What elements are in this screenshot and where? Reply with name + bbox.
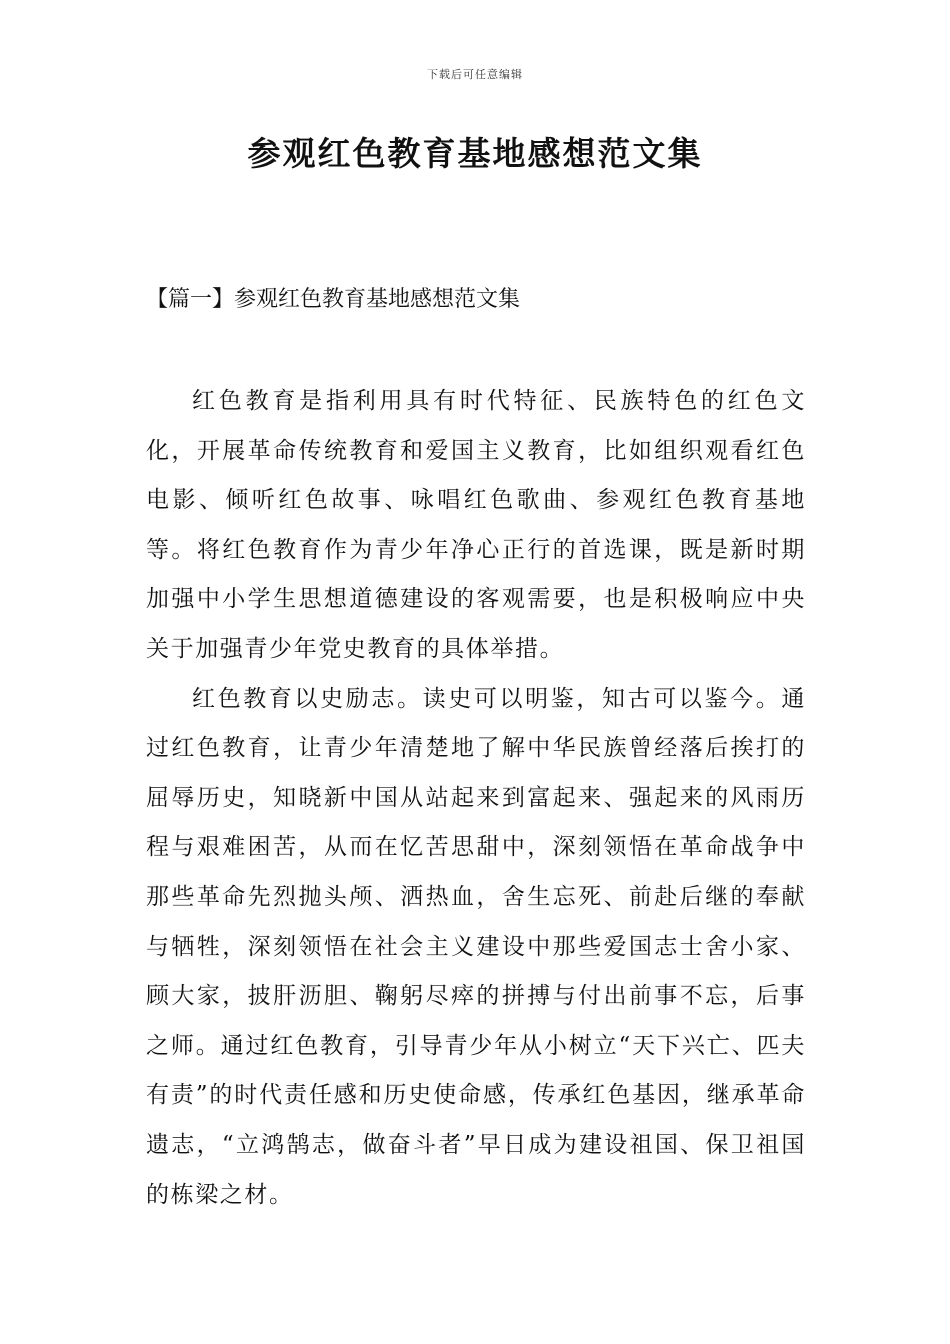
document-title: 参观红色教育基地感想范文集 — [247, 134, 703, 173]
section-heading: 【篇一】参观红色教育基地感想范文集 — [146, 287, 521, 312]
paragraph-1: 红色教育是指利用具有时代特征、民族特色的红色文化，开展革命传统教育和爱国主义教育，比如组织观看红色电影、倾听红色故事、咏唱红色歌曲、参观红色教育基地等。将红色教育作为青少年净心正行的首选课，既是新时期加强中小学生思想道德建设的客观需要，也是积极响应中央关于加强青少年党史教育的具体举措。 — [146, 388, 806, 662]
paragraph-2: 红色教育以史励志。读史可以明鉴，知古可以鉴今。通过红色教育，让青少年清楚地了解中华民族曾经落后挨打的屈辱历史，知晓新中国从站起来到富起来、强起来的风雨历程与艰难困苦，从而在忆苦思甜中，深刻领悟在革命战争中那些革命先烈抛头颅、洒热血，舍生忘死、前赴后继的奉献与牺牲，深刻领悟在社会主义建设中那些爱国志士舍小家、顾大家，披肝沥胆、鞠躬尽瘁的拼搏与付出前事不忘，后事之师。通过红色教育，引导青少年从小树立“天下兴亡、匹夫有责”的时代责任感和历史使命感，传承红色基因，继承革命遗志，“立鸿鹄志，做奋斗者”早日成为建设祖国、保卫祖国的栋梁之材。 — [146, 685, 806, 1208]
header-note: 下载后可任意编辑 — [427, 68, 523, 81]
body-text — [146, 377, 806, 1220]
